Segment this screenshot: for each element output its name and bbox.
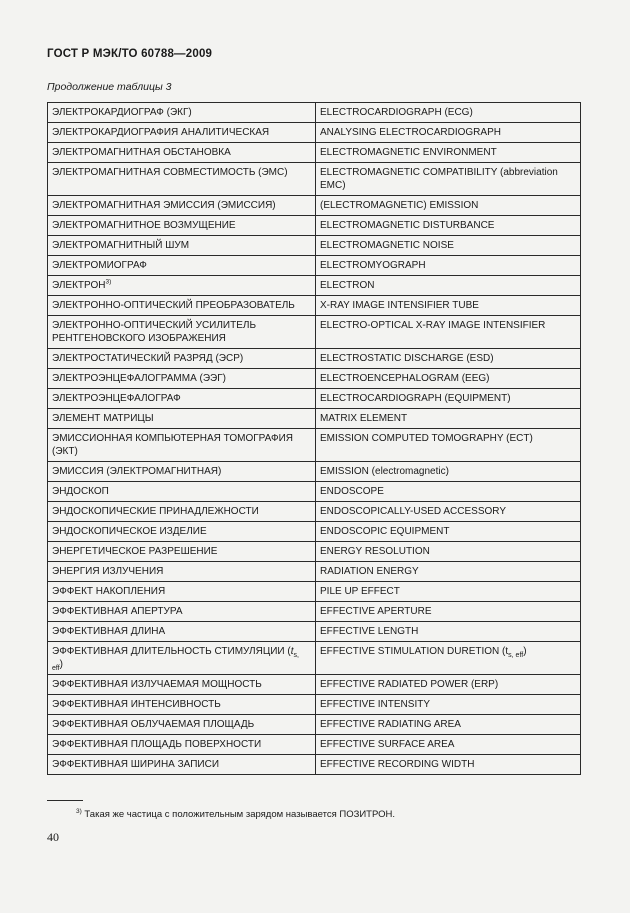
term-english (316, 256, 581, 276)
term-russian (48, 276, 316, 296)
term-russian-text: ЭНЕРГИЯ ИЗЛУЧЕНИЯ (52, 566, 164, 577)
term-english-text: (ELECTROMAGNETIC) EMISSION (320, 200, 479, 211)
term-russian (48, 542, 316, 562)
term-english (316, 216, 581, 236)
term-english (316, 582, 581, 602)
term-english (316, 542, 581, 562)
table-row (48, 462, 581, 482)
term-english-text: EFFECTIVE RECORDING WIDTH (320, 759, 475, 770)
term-english (316, 675, 581, 695)
document-header: ГОСТ Р МЭК/ТО 60788—2009 (47, 48, 213, 60)
table-row (48, 562, 581, 582)
table-row (48, 349, 581, 369)
term-english-text: ELECTROMAGNETIC ENVIRONMENT (320, 147, 497, 158)
term-russian-text: ЭНДОСКОПИЧЕСКОЕ ИЗДЕЛИЕ (52, 526, 207, 537)
term-english (316, 103, 581, 123)
term-russian-text: ЭФФЕКТИВНАЯ ОБЛУЧАЕМАЯ ПЛОЩАДЬ (52, 719, 255, 730)
term-english (316, 409, 581, 429)
term-english (316, 755, 581, 775)
table-row (48, 103, 581, 123)
term-russian-text: ЭМИССИЯ (ЭЛЕКТРОМАГНИТНАЯ) (52, 466, 222, 477)
term-russian (48, 296, 316, 316)
term-russian-text: ЭЛЕКТРОЭНЦЕФАЛОГРАФ (52, 393, 181, 404)
term-russian-text: ЭЛЕКТРОННО-ОПТИЧЕСКИЙ УСИЛИТЕЛЬ РЕНТГЕНОВСКОГО ИЗОБРАЖЕНИЯ (52, 320, 257, 344)
term-english (316, 429, 581, 462)
term-english-text: ENDOSCOPIC EQUIPMENT (320, 526, 450, 537)
term-english-text: ENERGY RESOLUTION (320, 546, 430, 557)
term-russian-text: ЭЛЕКТРОКАРДИОГРАФ (ЭКГ) (52, 107, 192, 118)
term-english (316, 276, 581, 296)
terms-table-body (48, 103, 581, 775)
term-russian-text: ЭЛЕКТРОСТАТИЧЕСКИЙ РАЗРЯД (ЭСР) (52, 353, 244, 364)
term-english-text: ELECTROMYOGRAPH (320, 260, 426, 271)
table-caption: Продолжение таблицы 3 (47, 81, 172, 93)
term-english-text: MATRIX ELEMENT (320, 413, 408, 424)
term-russian (48, 602, 316, 622)
table-row (48, 316, 581, 349)
footnote-ref: 3) (105, 278, 112, 286)
footnote-marker: 3) (76, 808, 82, 815)
term-english-text: ELECTROMAGNETIC COMPATIBILITY (abbreviation EMC) (320, 167, 558, 191)
table-row (48, 482, 581, 502)
term-russian (48, 562, 316, 582)
term-russian-text: ЭНДОСКОП (52, 486, 109, 497)
table-row (48, 256, 581, 276)
page-number: 40 (47, 830, 59, 844)
term-russian (48, 369, 316, 389)
term-russian (48, 349, 316, 369)
term-russian (48, 675, 316, 695)
term-english-text: EFFECTIVE RADIATED POWER (ERP) (320, 679, 499, 690)
table-row (48, 622, 581, 642)
term-russian-text: ЭФФЕКТИВНАЯ ДЛИНА (52, 626, 166, 637)
term-russian (48, 316, 316, 349)
term-english (316, 143, 581, 163)
term-russian-text: ЭЛЕКТРОМАГНИТНАЯ ОБСТАНОВКА (52, 147, 231, 158)
table-row (48, 216, 581, 236)
term-russian (48, 622, 316, 642)
term-english (316, 522, 581, 542)
term-russian-text: ЭЛЕКТРОМИОГРАФ (52, 260, 147, 271)
term-russian (48, 409, 316, 429)
term-russian (48, 755, 316, 775)
term-russian-text: ЭЛЕКТРОМАГНИТНАЯ СОВМЕСТИМОСТЬ (ЭМС) (52, 167, 288, 178)
term-english-text: ELECTRON (320, 280, 375, 291)
term-russian-text: ЭФФЕКТИВНАЯ ИЗЛУЧАЕМАЯ МОЩНОСТЬ (52, 679, 262, 690)
table-row (48, 675, 581, 695)
term-russian-text: ЭЛЕКТРОННО-ОПТИЧЕСКИЙ ПРЕОБРАЗОВАТЕЛЬ (52, 300, 295, 311)
term-russian (48, 462, 316, 482)
table-row (48, 196, 581, 216)
terms-table (47, 102, 581, 775)
table-row (48, 642, 581, 675)
term-english (316, 349, 581, 369)
term-english-text: ELECTROMAGNETIC DISTURBANCE (320, 220, 495, 231)
term-english (316, 296, 581, 316)
table-row (48, 389, 581, 409)
term-russian-text: ЭФФЕКТИВНАЯ ИНТЕНСИВНОСТЬ (52, 699, 221, 710)
term-english (316, 123, 581, 143)
term-english-text: EFFECTIVE SURFACE AREA (320, 739, 455, 750)
term-english-text: EFFECTIVE RADIATING AREA (320, 719, 461, 730)
table-row (48, 123, 581, 143)
term-russian-text: ЭНЕРГЕТИЧЕСКОЕ РАЗРЕШЕНИЕ (52, 546, 218, 557)
table-row (48, 276, 581, 296)
term-russian-text: ЭФФЕКТИВНАЯ АПЕРТУРА (52, 606, 183, 617)
table-row (48, 542, 581, 562)
term-english (316, 602, 581, 622)
term-english-text: X-RAY IMAGE INTENSIFIER TUBE (320, 300, 479, 311)
term-russian-text: ЭЛЕКТРОМАГНИТНАЯ ЭМИССИЯ (ЭМИССИЯ) (52, 200, 276, 211)
symbol-subscript: s, eff (508, 652, 524, 659)
term-english-text: ELECTRO-OPTICAL X-RAY IMAGE INTENSIFIER (320, 320, 546, 331)
term-russian (48, 123, 316, 143)
term-english-text: ELECTROCARDIOGRAPH (EQUIPMENT) (320, 393, 511, 404)
term-english-text: EFFECTIVE INTENSITY (320, 699, 431, 710)
term-russian-text: ЭЛЕКТРОМАГНИТНЫЙ ШУМ (52, 240, 190, 251)
term-russian (48, 502, 316, 522)
term-russian (48, 429, 316, 462)
term-english-text: ELECTROENCEPHALOGRAM (EEG) (320, 373, 490, 384)
term-english-text: EMISSION (electromagnetic) (320, 466, 449, 477)
term-russian-text: ЭЛЕКТРОЭНЦЕФАЛОГРАММА (ЭЭГ) (52, 373, 226, 384)
table-row (48, 522, 581, 542)
term-english-text: EFFECTIVE STIMULATION DURETION (320, 646, 500, 657)
term-english (316, 236, 581, 256)
term-english-text: PILE UP EFFECT (320, 586, 400, 597)
table-row (48, 409, 581, 429)
footnote-text: Такая же частица с положительным зарядом называется ПОЗИТРОН. (84, 809, 395, 821)
term-english-text: ENDOSCOPICALLY-USED ACCESSORY (320, 506, 506, 517)
term-russian (48, 389, 316, 409)
term-english (316, 482, 581, 502)
term-english (316, 389, 581, 409)
term-russian (48, 735, 316, 755)
table-row (48, 369, 581, 389)
term-russian-text: ЭЛЕМЕНТ МАТРИЦЫ (52, 413, 154, 424)
term-russian (48, 143, 316, 163)
term-russian: ЭФФЕКТИВНАЯ ДЛИТЕЛЬНОСТЬ СТИМУЛЯЦИИ $(t_{s, eff})$ (48, 642, 316, 675)
term-russian-text: ЭНДОСКОПИЧЕСКИЕ ПРИНАДЛЕЖНОСТИ (52, 506, 259, 517)
term-russian (48, 256, 316, 276)
table-row (48, 582, 581, 602)
term-english (316, 562, 581, 582)
table-row (48, 715, 581, 735)
term-english (316, 502, 581, 522)
symbol: t (505, 646, 509, 657)
term-russian-text: ЭФФЕКТИВНАЯ ШИРИНА ЗАПИСИ (52, 759, 220, 770)
term-english-text: RADIATION ENERGY (320, 566, 419, 577)
term-russian-text: ЭМИССИОННАЯ КОМПЬЮТЕРНАЯ ТОМОГРАФИЯ (ЭКТ) (52, 433, 293, 457)
term-russian-text: ЭЛЕКТРОМАГНИТНОЕ ВОЗМУЩЕНИЕ (52, 220, 236, 231)
term-english-text: EFFECTIVE LENGTH (320, 626, 419, 637)
term-russian (48, 582, 316, 602)
term-english (316, 622, 581, 642)
term-english (316, 369, 581, 389)
term-english-text: EMISSION COMPUTED TOMOGRAPHY (ECT) (320, 433, 533, 444)
term-english: EFFECTIVE STIMULATION DURETION $(t_{s, eff})$ (316, 642, 581, 675)
term-russian (48, 482, 316, 502)
term-russian (48, 196, 316, 216)
footnote-divider (47, 800, 83, 801)
term-russian (48, 216, 316, 236)
term-english (316, 462, 581, 482)
table-row (48, 755, 581, 775)
footnote (76, 808, 395, 820)
table-row (48, 163, 581, 196)
term-english (316, 163, 581, 196)
term-english-text: ELECTROCARDIOGRAPH (ECG) (320, 107, 473, 118)
term-english (316, 196, 581, 216)
table-row (48, 143, 581, 163)
term-russian-text: ЭФФЕКТ НАКОПЛЕНИЯ (52, 586, 166, 597)
term-english-text: ANALYSING ELECTROCARDIOGRAPH (320, 127, 501, 138)
term-english (316, 735, 581, 755)
term-russian (48, 695, 316, 715)
term-russian-text: ЭЛЕКТРОН (52, 280, 106, 291)
term-russian (48, 103, 316, 123)
table-row (48, 602, 581, 622)
table-row (48, 236, 581, 256)
term-russian-text: ЭФФЕКТИВНАЯ ПЛОЩАДЬ ПОВЕРХНОСТИ (52, 739, 262, 750)
table-row (48, 296, 581, 316)
symbol: t (290, 646, 294, 657)
table-row (48, 429, 581, 462)
term-english-text: ENDOSCOPE (320, 486, 384, 497)
table-row (48, 695, 581, 715)
term-english-text: ELECTROSTATIC DISCHARGE (ESD) (320, 353, 494, 364)
term-english (316, 316, 581, 349)
table-row (48, 502, 581, 522)
term-russian (48, 715, 316, 735)
term-russian-text: ЭФФЕКТИВНАЯ ДЛИТЕЛЬНОСТЬ СТИМУЛЯЦИИ (52, 646, 285, 657)
term-english (316, 715, 581, 735)
term-english-text: ELECTROMAGNETIC NOISE (320, 240, 454, 251)
term-english (316, 695, 581, 715)
term-russian-text: ЭЛЕКТРОКАРДИОГРАФИЯ АНАЛИТИЧЕСКАЯ (52, 127, 270, 138)
term-english-text: EFFECTIVE APERTURE (320, 606, 432, 617)
term-russian (48, 163, 316, 196)
table-row (48, 735, 581, 755)
term-russian (48, 522, 316, 542)
term-russian (48, 236, 316, 256)
symbol-subscript: s, eff (52, 652, 299, 672)
